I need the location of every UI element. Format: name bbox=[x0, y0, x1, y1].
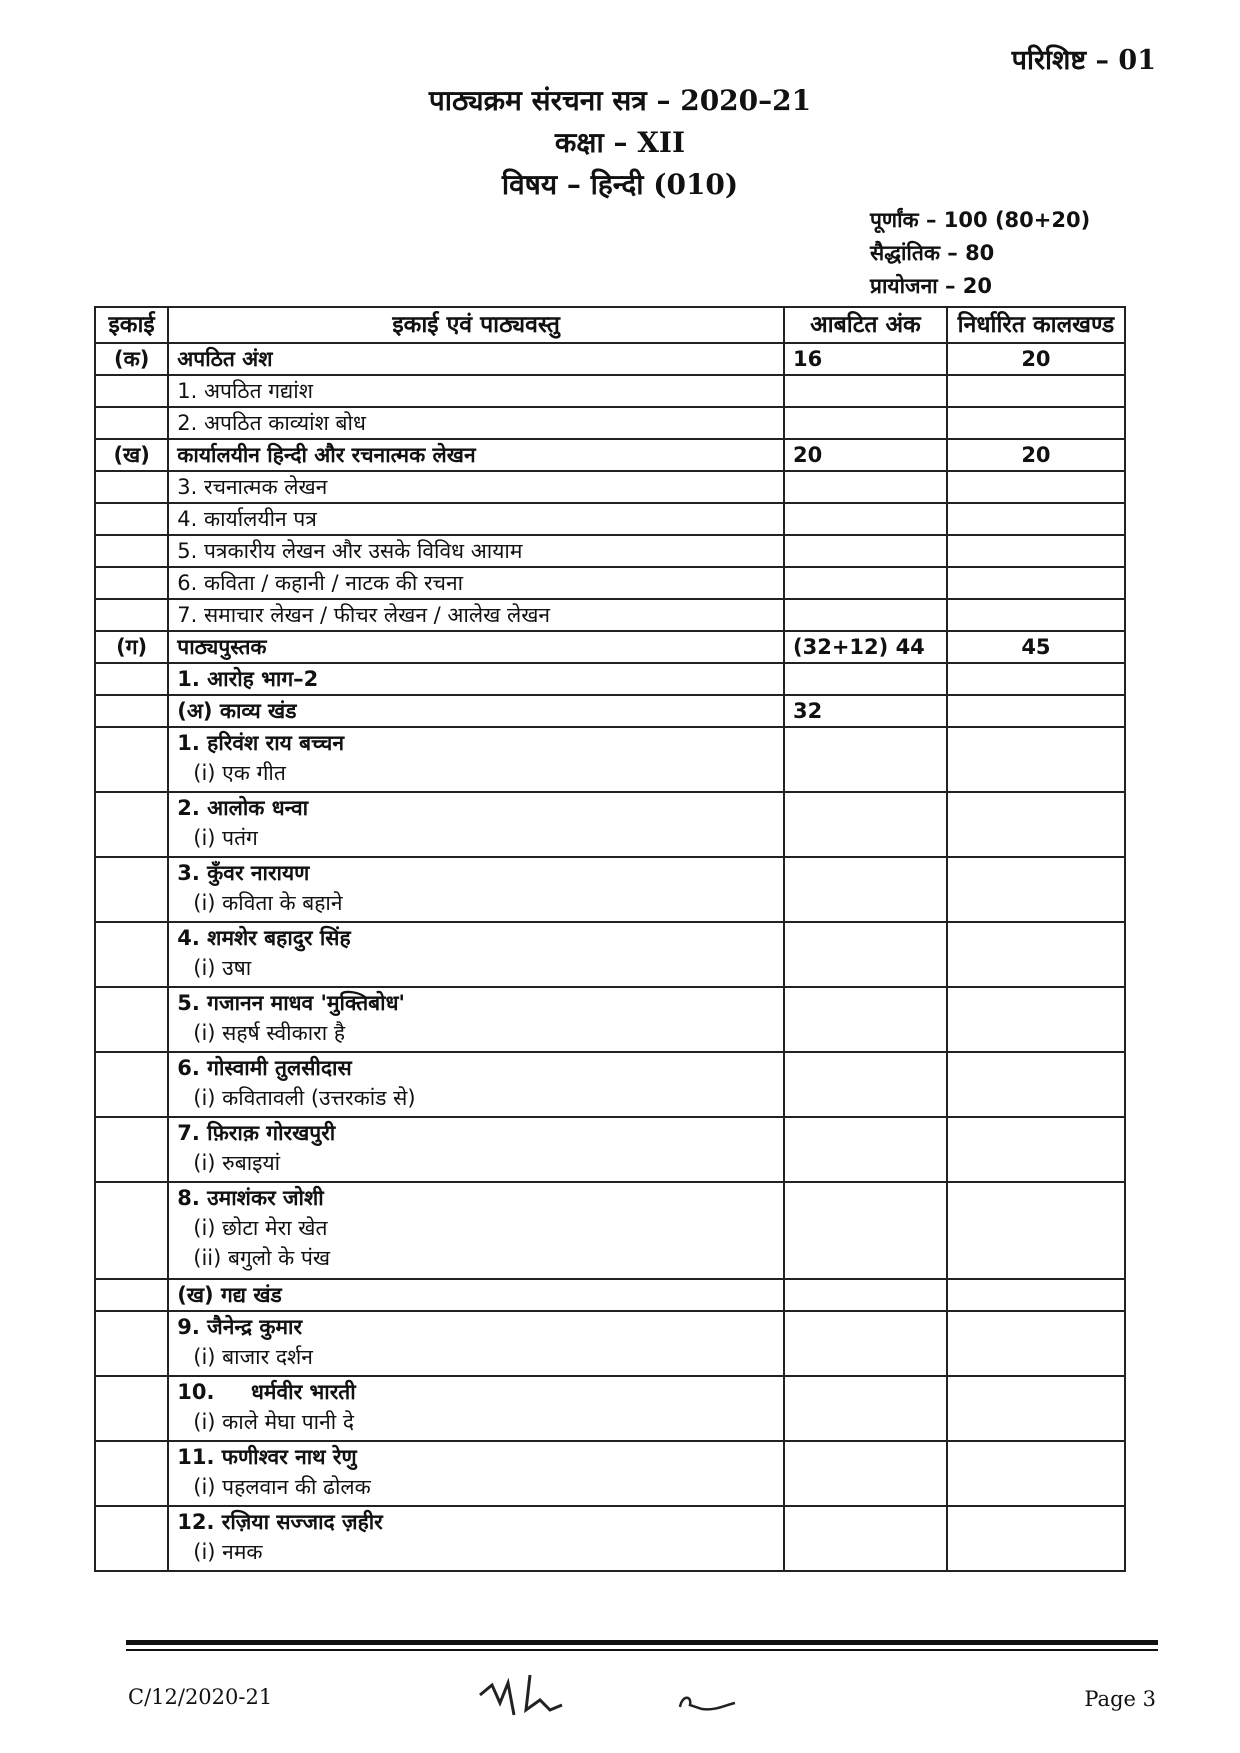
table-row bbox=[95, 922, 1125, 987]
header-content: इकाई एवं पाठ्यवस्तु bbox=[168, 307, 784, 343]
content-title: 3. कुँवर नारायण bbox=[177, 861, 310, 885]
content-title: अपठित अंश bbox=[177, 347, 273, 371]
unit-cell bbox=[95, 471, 168, 503]
periods-cell bbox=[947, 567, 1125, 599]
marks-cell: (32+12) 44 bbox=[784, 631, 947, 663]
syllabus-title: पाठ्यक्रम संरचना सत्र – 2020–21 bbox=[428, 84, 812, 117]
content-cell bbox=[168, 1182, 784, 1279]
periods-cell bbox=[947, 695, 1125, 727]
marks-cell bbox=[784, 1117, 947, 1182]
marks-cell bbox=[784, 663, 947, 695]
content-subitem: (i) रुबाइयां bbox=[193, 1151, 281, 1175]
content-cell bbox=[168, 663, 784, 695]
table-row bbox=[95, 695, 1125, 727]
content-title: 1. अपठित गद्यांश bbox=[177, 379, 314, 403]
content-title: 6. गोस्वामी तुलसीदास bbox=[177, 1056, 352, 1080]
marks-cell bbox=[784, 503, 947, 535]
content-title: 6. कविता / कहानी / नाटक की रचना bbox=[177, 571, 464, 595]
marks-cell bbox=[784, 471, 947, 503]
content-title: 4. शमशेर बहादुर सिंह bbox=[177, 926, 351, 950]
marks-cell bbox=[784, 792, 947, 857]
content-subitem: (i) एक गीत bbox=[193, 761, 286, 785]
periods-cell bbox=[947, 1376, 1125, 1441]
unit-cell bbox=[95, 503, 168, 535]
table-body bbox=[95, 343, 1125, 1571]
marks-cell bbox=[784, 857, 947, 922]
project-marks: प्रायोजना – 20 bbox=[870, 274, 993, 298]
marks-info bbox=[870, 204, 1090, 303]
periods-cell bbox=[947, 471, 1125, 503]
table-row bbox=[95, 407, 1125, 439]
periods-cell bbox=[947, 987, 1125, 1052]
marks-cell bbox=[784, 987, 947, 1052]
table-row bbox=[95, 631, 1125, 663]
table-row bbox=[95, 343, 1125, 375]
content-cell bbox=[168, 1311, 784, 1376]
content-cell bbox=[168, 439, 784, 471]
table-row bbox=[95, 1506, 1125, 1571]
content-subitem: (i) काले मेघा पानी दे bbox=[193, 1410, 355, 1434]
subject-title: विषय – हिन्दी (010) bbox=[501, 168, 739, 201]
content-subitem: (i) नमक bbox=[193, 1540, 263, 1564]
table-row bbox=[95, 503, 1125, 535]
unit-cell: (ग) bbox=[95, 631, 168, 663]
unit-cell bbox=[95, 567, 168, 599]
periods-cell bbox=[947, 792, 1125, 857]
marks-cell bbox=[784, 1376, 947, 1441]
marks-cell bbox=[784, 1279, 947, 1311]
table-row bbox=[95, 663, 1125, 695]
unit-cell bbox=[95, 1117, 168, 1182]
content-cell bbox=[168, 857, 784, 922]
content-cell bbox=[168, 1052, 784, 1117]
content-cell bbox=[168, 471, 784, 503]
content-subitem: (i) उषा bbox=[193, 956, 252, 980]
table-row bbox=[95, 1052, 1125, 1117]
periods-cell bbox=[947, 1441, 1125, 1506]
periods-cell bbox=[947, 922, 1125, 987]
content-cell bbox=[168, 567, 784, 599]
table-row bbox=[95, 1117, 1125, 1182]
table-row bbox=[95, 439, 1125, 471]
marks-cell bbox=[784, 1311, 947, 1376]
table-row bbox=[95, 471, 1125, 503]
content-title: 5. गजानन माधव 'मुक्तिबोध' bbox=[177, 991, 405, 1015]
content-cell bbox=[168, 1506, 784, 1571]
table-row bbox=[95, 599, 1125, 631]
content-title: 9. जैनेन्द्र कुमार bbox=[177, 1315, 303, 1339]
content-title: 7. समाचार लेखन / फीचर लेखन / आलेख लेखन bbox=[177, 603, 551, 627]
marks-cell bbox=[784, 407, 947, 439]
unit-cell bbox=[95, 1279, 168, 1311]
footer-rule-thin bbox=[126, 1649, 1158, 1651]
marks-cell bbox=[784, 1506, 947, 1571]
content-title: 1. हरिवंश राय बच्चन bbox=[177, 731, 345, 755]
table-row bbox=[95, 727, 1125, 792]
table-row bbox=[95, 857, 1125, 922]
periods-cell bbox=[947, 503, 1125, 535]
content-cell bbox=[168, 987, 784, 1052]
unit-cell bbox=[95, 1441, 168, 1506]
content-title: 2. आलोक धन्वा bbox=[177, 796, 309, 820]
periods-cell: 45 bbox=[947, 631, 1125, 663]
content-cell bbox=[168, 792, 784, 857]
unit-cell bbox=[95, 1376, 168, 1441]
unit-cell bbox=[95, 1182, 168, 1279]
periods-cell bbox=[947, 1052, 1125, 1117]
marks-cell bbox=[784, 1441, 947, 1506]
content-subitem: (i) पतंग bbox=[193, 826, 258, 850]
unit-cell bbox=[95, 922, 168, 987]
document-code: C/12/2020-21 bbox=[128, 1685, 273, 1709]
content-cell bbox=[168, 407, 784, 439]
table-row bbox=[95, 1376, 1125, 1441]
marks-cell bbox=[784, 599, 947, 631]
unit-cell bbox=[95, 407, 168, 439]
unit-cell bbox=[95, 1052, 168, 1117]
content-cell bbox=[168, 343, 784, 375]
unit-cell bbox=[95, 792, 168, 857]
content-cell bbox=[168, 1441, 784, 1506]
content-title: (ख) गद्य खंड bbox=[177, 1283, 282, 1307]
table-row bbox=[95, 567, 1125, 599]
table-row bbox=[95, 375, 1125, 407]
periods-cell bbox=[947, 1311, 1125, 1376]
content-subitem: (ii) बगुलो के पंख bbox=[193, 1246, 331, 1270]
marks-cell bbox=[784, 1052, 947, 1117]
unit-cell bbox=[95, 1506, 168, 1571]
unit-cell bbox=[95, 375, 168, 407]
table-row bbox=[95, 1311, 1125, 1376]
content-subitem: (i) छोटा मेरा खेत bbox=[193, 1216, 328, 1240]
content-title: (अ) काव्य खंड bbox=[177, 699, 297, 723]
header-periods: निर्धारित कालखण्ड bbox=[947, 307, 1125, 343]
content-subitem: (i) कविता के बहाने bbox=[193, 891, 343, 915]
marks-cell bbox=[784, 922, 947, 987]
theory-marks: सैद्धांतिक – 80 bbox=[870, 241, 995, 265]
content-cell bbox=[168, 922, 784, 987]
periods-cell bbox=[947, 857, 1125, 922]
footer-rule bbox=[126, 1640, 1158, 1645]
content-title: 1. आरोह भाग–2 bbox=[177, 667, 319, 691]
content-title: 3. रचनात्मक लेखन bbox=[177, 475, 328, 499]
header-unit: इकाई bbox=[95, 307, 168, 343]
marks-cell: 16 bbox=[784, 343, 947, 375]
unit-cell bbox=[95, 857, 168, 922]
syllabus-table bbox=[94, 306, 1126, 1572]
content-title: 7. फ़िराक़ गोरखपुरी bbox=[177, 1121, 336, 1145]
unit-cell bbox=[95, 1311, 168, 1376]
content-cell bbox=[168, 695, 784, 727]
content-cell bbox=[168, 1279, 784, 1311]
content-subitem: (i) कवितावली (उत्तरकांड से) bbox=[193, 1086, 416, 1110]
content-title: 5. पत्रकारीय लेखन और उसके विविध आयाम bbox=[177, 539, 523, 563]
content-subitem: (i) पहलवान की ढोलक bbox=[193, 1475, 371, 1499]
content-title: 12. रज़िया सज्जाद ज़हीर bbox=[177, 1510, 383, 1534]
unit-cell: (ख) bbox=[95, 439, 168, 471]
content-title: कार्यालयीन हिन्दी और रचनात्मक लेखन bbox=[177, 443, 476, 467]
marks-cell bbox=[784, 567, 947, 599]
periods-cell bbox=[947, 375, 1125, 407]
unit-cell bbox=[95, 987, 168, 1052]
content-title: 10. धर्मवीर भारती bbox=[177, 1380, 356, 1404]
table-row bbox=[95, 792, 1125, 857]
class-title: कक्षा – XII bbox=[554, 126, 686, 159]
periods-cell bbox=[947, 407, 1125, 439]
content-title: 4. कार्यालयीन पत्र bbox=[177, 507, 317, 531]
content-cell bbox=[168, 1376, 784, 1441]
periods-cell: 20 bbox=[947, 439, 1125, 471]
content-cell bbox=[168, 1117, 784, 1182]
page-number: Page 3 bbox=[1084, 1687, 1156, 1711]
content-title: पाठ्यपुस्तक bbox=[177, 635, 267, 659]
unit-cell bbox=[95, 535, 168, 567]
marks-cell: 20 bbox=[784, 439, 947, 471]
table-header-row bbox=[95, 307, 1125, 343]
header-marks: आबटित अंक bbox=[784, 307, 947, 343]
marks-cell: 32 bbox=[784, 695, 947, 727]
content-subitem: (i) बाजार दर्शन bbox=[193, 1345, 313, 1369]
content-cell bbox=[168, 727, 784, 792]
marks-cell bbox=[784, 1182, 947, 1279]
table-row bbox=[95, 1182, 1125, 1279]
appendix-label: परिशिष्ट – 01 bbox=[1011, 45, 1156, 76]
periods-cell: 20 bbox=[947, 343, 1125, 375]
document-titles bbox=[0, 80, 1240, 206]
content-subitem: (i) सहर्ष स्वीकारा है bbox=[193, 1021, 346, 1045]
content-title: 2. अपठित काव्यांश बोध bbox=[177, 411, 366, 435]
periods-cell bbox=[947, 1182, 1125, 1279]
marks-cell bbox=[784, 535, 947, 567]
periods-cell bbox=[947, 599, 1125, 631]
content-title: 8. उमाशंकर जोशी bbox=[177, 1186, 324, 1210]
table-row bbox=[95, 1279, 1125, 1311]
periods-cell bbox=[947, 727, 1125, 792]
table-row bbox=[95, 987, 1125, 1052]
content-cell bbox=[168, 503, 784, 535]
content-title: 11. फणीश्वर नाथ रेणु bbox=[177, 1445, 357, 1469]
unit-cell: (क) bbox=[95, 343, 168, 375]
unit-cell bbox=[95, 663, 168, 695]
content-cell bbox=[168, 599, 784, 631]
periods-cell bbox=[947, 663, 1125, 695]
unit-cell bbox=[95, 599, 168, 631]
content-cell bbox=[168, 631, 784, 663]
marks-cell bbox=[784, 375, 947, 407]
periods-cell bbox=[947, 1506, 1125, 1571]
marks-cell bbox=[784, 727, 947, 792]
total-marks: पूर्णांक – 100 (80+20) bbox=[870, 208, 1091, 232]
content-cell bbox=[168, 375, 784, 407]
signature-mark bbox=[470, 1655, 770, 1735]
table-row bbox=[95, 535, 1125, 567]
unit-cell bbox=[95, 727, 168, 792]
periods-cell bbox=[947, 1279, 1125, 1311]
table-row bbox=[95, 1441, 1125, 1506]
unit-cell bbox=[95, 695, 168, 727]
periods-cell bbox=[947, 535, 1125, 567]
periods-cell bbox=[947, 1117, 1125, 1182]
content-cell bbox=[168, 535, 784, 567]
